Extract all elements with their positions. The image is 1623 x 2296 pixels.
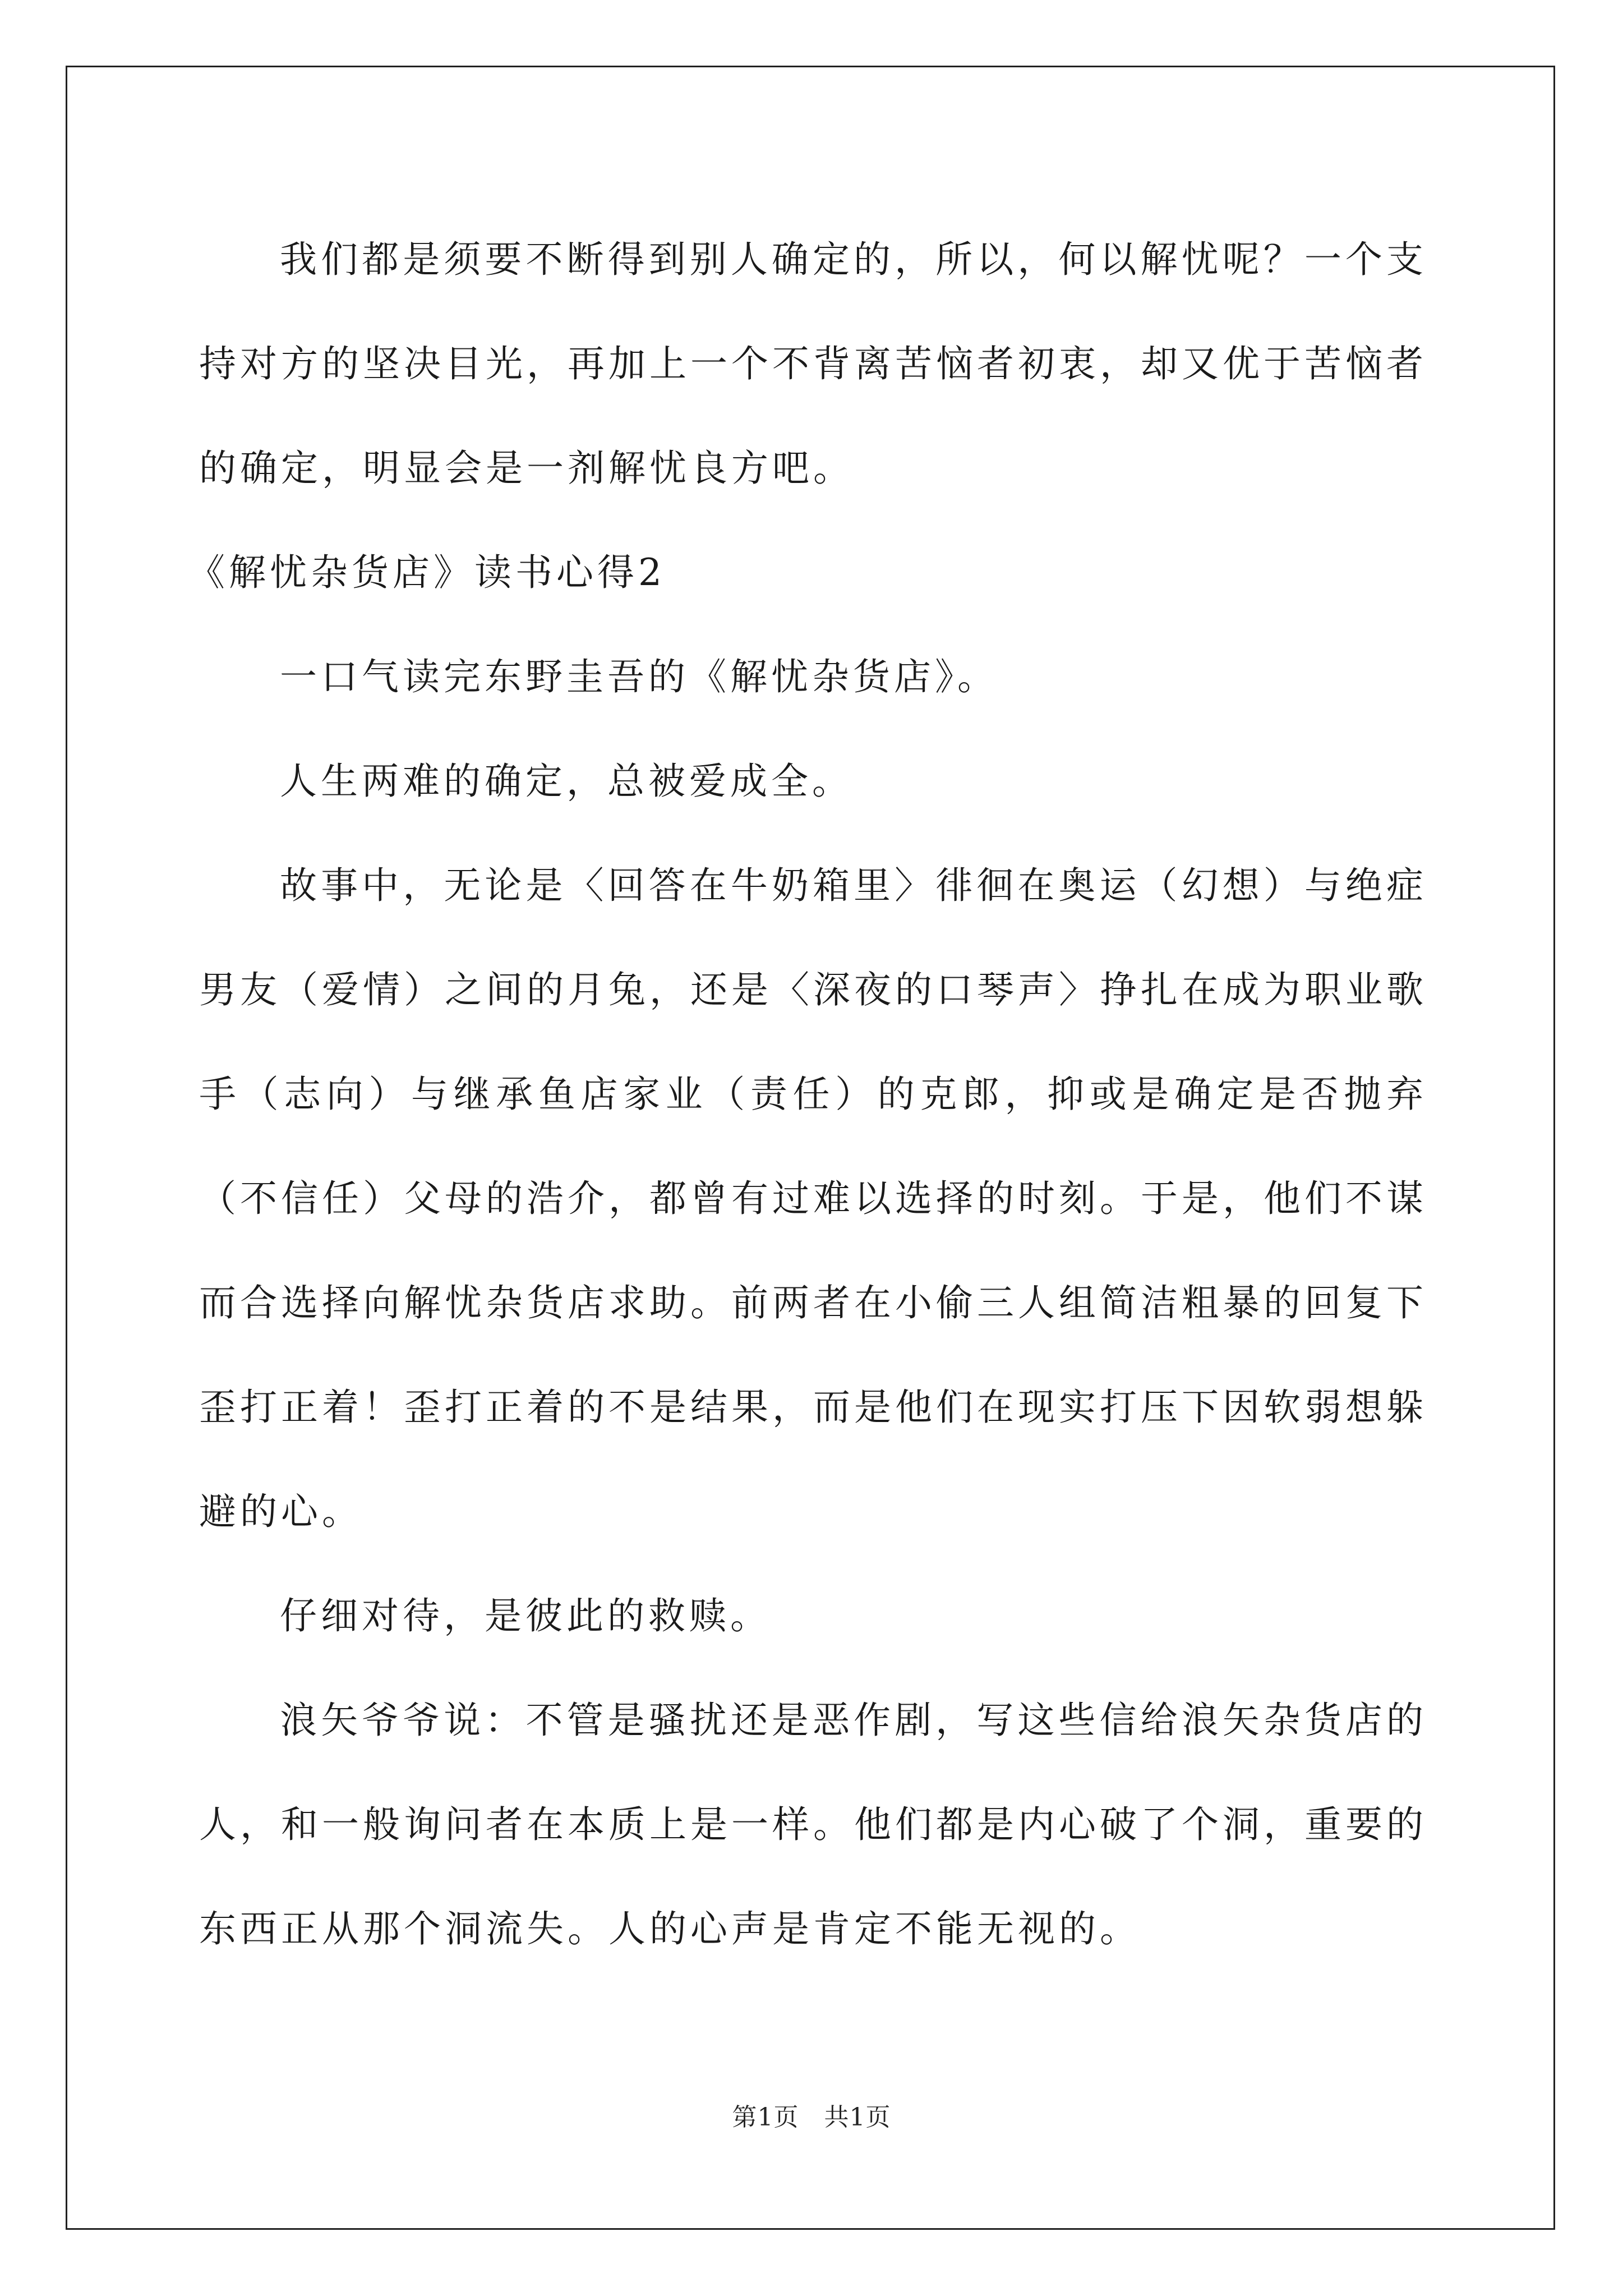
paragraph: 仔细对待，是彼此的救赎。 (280, 1594, 771, 1637)
paragraph: 故事中，无论是〈回答在牛奶箱里〉徘徊在奥运（幻想）与绝症男友（爱情）之间的月兔，还是〈深夜的口琴声〉挣扎在成为职业歌手（志向）与继承鱼店家业（责任）的克郎，抑或是确定是否抛弃（不信任）父母的浩介，都曾有过难以选择的时刻。于是，他们不谋而合选择向解忧杂货店求助。前两者在小偷三人组简洁粗暴的回复下歪打正着！歪打正着的不是结果，而是他们在现实打压下因软弱想躲避的心。 (199, 864, 1427, 1533)
page-footer: 第1页 共1页 (732, 2103, 891, 2132)
paragraph: 一口气读完东野圭吾的《解忧杂货店》。 (280, 655, 998, 698)
paragraph: 人生两难的确定，总被爱成全。 (280, 760, 853, 803)
paragraph: 浪矢爷爷说：不管是骚扰还是恶作剧，写这些信给浪矢杂货店的人，和一般询问者在本质上是一样。他们都是内心破了个洞，重要的东西正从那个洞流失。人的心声是肯定不能无视的。 (199, 1699, 1427, 1950)
document-body (188, 208, 1427, 1981)
paragraph: 我们都是须要不断得到别人确定的，所以，何以解忧呢？一个支持对方的坚决目光，再加上一个不背离苦恼者初衷，却又优于苦恼者的确定，明显会是一剂解忧良方吧。 (199, 238, 1427, 490)
section-heading: 《解忧杂货店》读书心得2 (188, 551, 666, 594)
